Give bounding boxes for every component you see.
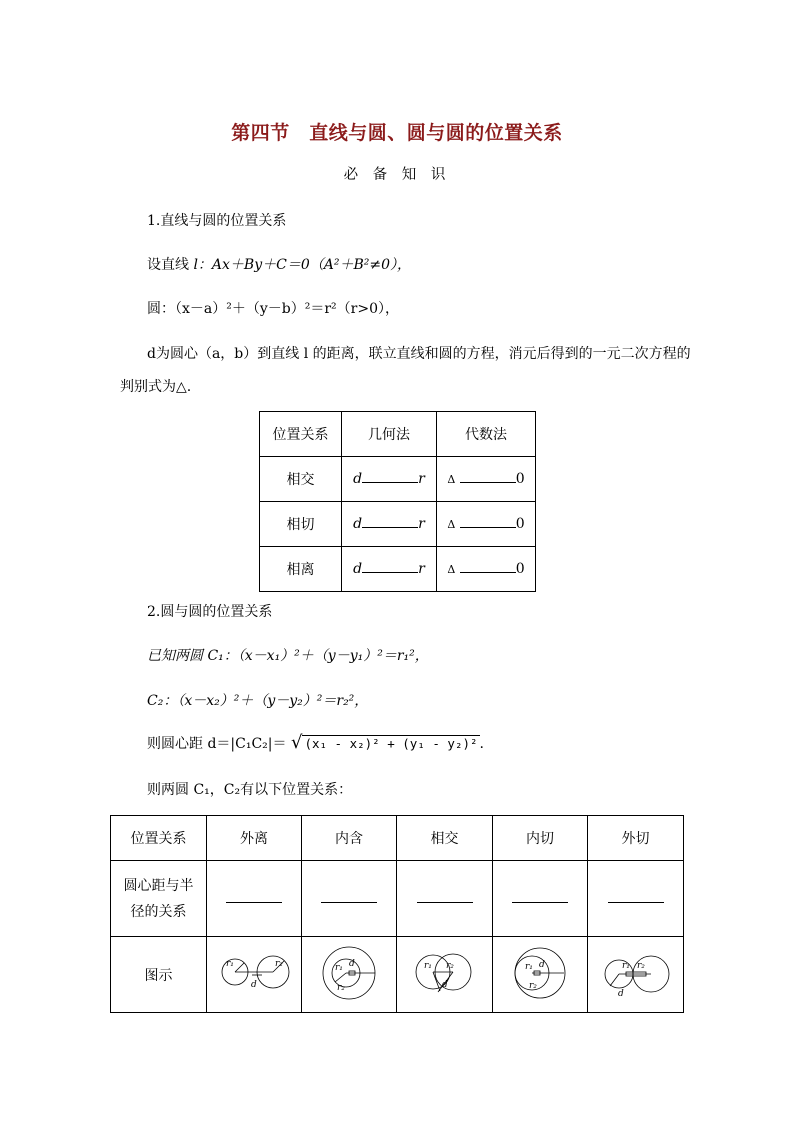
figure-cell — [207, 937, 302, 1013]
answer-blank[interactable] — [226, 902, 282, 903]
answer-cell — [207, 861, 302, 937]
answer-blank[interactable] — [460, 482, 516, 483]
circle1-equation: 已知两圆 C₁：（x－x₁）²＋（y－y₁）²＝r₁²， — [147, 648, 429, 664]
svg-text:r₁: r₁ — [621, 960, 630, 971]
answer-blank[interactable] — [362, 527, 418, 528]
header-cell: 位置关系 — [111, 816, 207, 861]
figure-cell — [588, 937, 684, 1013]
internally-tangent-figure — [500, 944, 580, 1002]
description-line1: d为圆心（a，b）到直线 l 的距离，联立直线和圆的方程，消元后得到的一元二次方程的 — [147, 346, 691, 362]
figure-cell — [493, 937, 588, 1013]
table-row — [111, 861, 684, 937]
svg-text:d: d — [251, 979, 257, 990]
svg-text:r₂: r₂ — [636, 960, 645, 971]
geo-cell: d r — [342, 547, 437, 592]
answer-blank[interactable] — [512, 902, 568, 903]
line-equation — [147, 254, 411, 274]
answer-cell — [302, 861, 397, 937]
svg-text:r₂: r₂ — [337, 982, 345, 993]
svg-text:r₁: r₁ — [423, 960, 432, 971]
svg-text:r₂: r₂ — [275, 958, 283, 969]
header-cell: 外离 — [207, 816, 302, 861]
externally-tangent-figure — [596, 944, 676, 1002]
alg-cell: Δ 0 — [437, 547, 536, 592]
header-cell: 代数法 — [437, 412, 536, 457]
figure-cell — [302, 937, 397, 1013]
answer-blank[interactable] — [608, 902, 664, 903]
header-cell: 位置关系 — [260, 412, 342, 457]
geo-cell: d r — [342, 457, 437, 502]
circle2-equation: C₂：（x－x₂）²＋（y－y₂）²＝r₂²， — [147, 693, 369, 709]
table-header-row — [260, 412, 536, 457]
svg-text:d: d — [617, 988, 624, 999]
line-prefix: 设直线 — [147, 257, 194, 273]
answer-blank[interactable] — [417, 902, 473, 903]
sqrt-expression: (x₁ - x₂)² + (y₁ - y₂)² — [304, 736, 478, 751]
alg-cell: Δ 0 — [437, 502, 536, 547]
answer-blank[interactable] — [460, 572, 516, 573]
line-circle-table — [259, 411, 536, 592]
answer-blank[interactable] — [460, 527, 516, 528]
row-label: 相交 — [260, 457, 342, 502]
row-label: 相离 — [260, 547, 342, 592]
svg-text:r₁: r₁ — [226, 958, 234, 969]
row-label: 圆心距与半 径的关系 — [111, 861, 207, 937]
section2-heading: 2.圆与圆的位置关系 — [147, 604, 273, 620]
description-line2: 判别式为△. — [120, 379, 192, 395]
circle-circle-table — [110, 815, 684, 1013]
intersecting-circles-figure — [405, 944, 485, 1002]
header-cell: 相交 — [397, 816, 493, 861]
answer-blank[interactable] — [321, 902, 377, 903]
answer-cell — [493, 861, 588, 937]
table-row — [260, 547, 536, 592]
section-subtitle: 必 备 知 识 — [343, 167, 451, 183]
table-row — [111, 937, 684, 1013]
table-row — [260, 502, 536, 547]
row-label: 相切 — [260, 502, 342, 547]
table-row — [260, 457, 536, 502]
answer-blank[interactable] — [362, 572, 418, 573]
center-distance-formula: 则圆心距 d＝|C₁C₂|＝ √ (x₁ - x₂)² + (y₁ - y₂)² . — [147, 732, 484, 753]
figure-cell — [397, 937, 493, 1013]
svg-text:r₁: r₁ — [335, 962, 343, 973]
svg-text:d: d — [349, 958, 355, 969]
header-cell: 内含 — [302, 816, 397, 861]
svg-text:r₁: r₁ — [525, 961, 533, 972]
line-eq: l：Ax＋By＋C＝0（A²＋B²≠0）， — [193, 257, 412, 273]
header-cell: 内切 — [493, 816, 588, 861]
header-cell: 几何法 — [342, 412, 437, 457]
contained-circles-figure — [309, 944, 389, 1002]
table-header-row — [111, 816, 684, 861]
svg-text:d: d — [441, 979, 448, 990]
svg-text:r₂: r₂ — [529, 980, 537, 991]
header-cell: 外切 — [588, 816, 684, 861]
section1-heading: 1.直线与圆的位置关系 — [147, 213, 287, 229]
answer-cell — [397, 861, 493, 937]
page-title: 第四节 直线与圆、圆与圆的位置关系 — [231, 122, 563, 144]
separate-circles-figure — [214, 944, 294, 1002]
svg-text:r₂: r₂ — [445, 960, 454, 971]
relation-intro: 则两圆 C₁，C₂有以下位置关系： — [147, 782, 353, 798]
answer-cell — [588, 861, 684, 937]
circle-equation: 圆：（x－a）²＋（y－b）²＝r²（r>0）， — [147, 301, 399, 317]
answer-blank[interactable] — [362, 482, 418, 483]
row-label: 图示 — [111, 937, 207, 1013]
alg-cell: Δ 0 — [437, 457, 536, 502]
geo-cell: d r — [342, 502, 437, 547]
svg-text:d: d — [539, 959, 545, 970]
